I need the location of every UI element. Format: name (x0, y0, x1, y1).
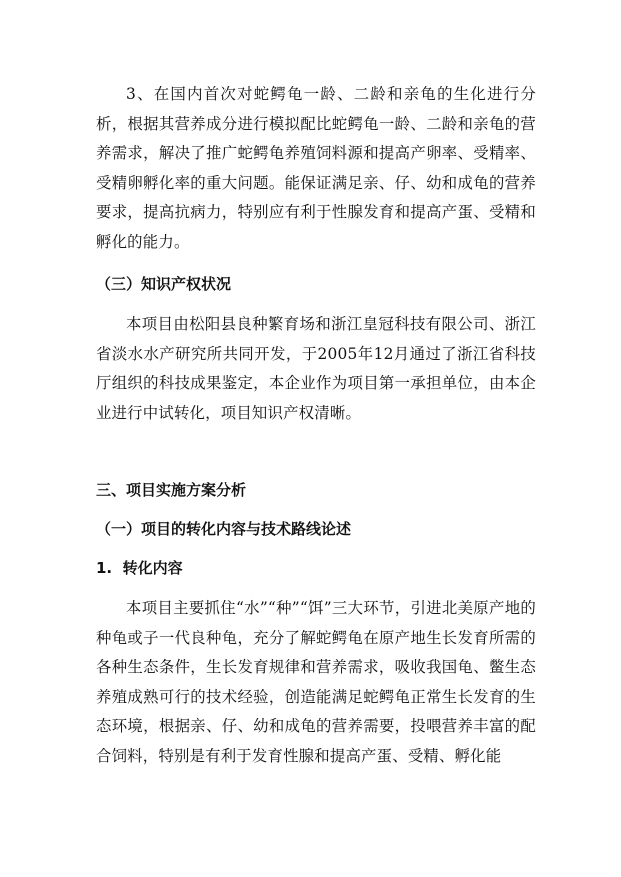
heading-conversion-and-tech-route: （一）项目的转化内容与技术路线论述 (96, 520, 352, 538)
paragraph-conversion-content: 本项目主要抓住“水”“种”“饵”三大环节，引进北美原产地的种龟或子一代良种龟，充分了解蛇鳄龟在原产地生长发育所需的各种生态条件，生长发育规律和营养需求，吸收我国龟、鳖生态养殖成熟可行的技术经验，创造能满足蛇鳄龟正常生长发育的生态环境，根据亲、仔、幼和成龟的营养需要，投喂营养丰富的配合饲料，特别是有利于发育性腺和提高产蛋、受精、孵化能 (96, 599, 536, 765)
heading-intellectual-property: （三）知识产权状况 (96, 275, 232, 293)
heading-implementation-plan: 三、项目实施方案分析 (96, 481, 247, 499)
paragraph-intellectual-property: 本项目由松阳县良种繁育场和浙江皇冠科技有限公司、浙江省淡水水产研究所共同开发，于2005年12月通过了浙江省科技厅组织的科技成果鉴定，本企业作为项目第一承担单位，由本企业进行中试转化，项目知识产权清晰。 (96, 315, 536, 422)
paragraph-nutrition-analysis: 3、在国内首次对蛇鳄龟一龄、二龄和亲龟的生化进行分析，根据其营养成分进行模拟配比蛇鳄龟一龄、二龄和亲龟的营养需求，解决了推广蛇鳄龟养殖饲料源和提高产卵率、受精率、受精卵孵化率的重大问题。能保证满足亲、仔、幼和成龟的营养要求，提高抗病力，特别应有利于性腺发育和提高产蛋、受精和孵化的能力。 (96, 85, 536, 251)
heading-conversion-content: 1. 转化内容 (96, 559, 183, 577)
